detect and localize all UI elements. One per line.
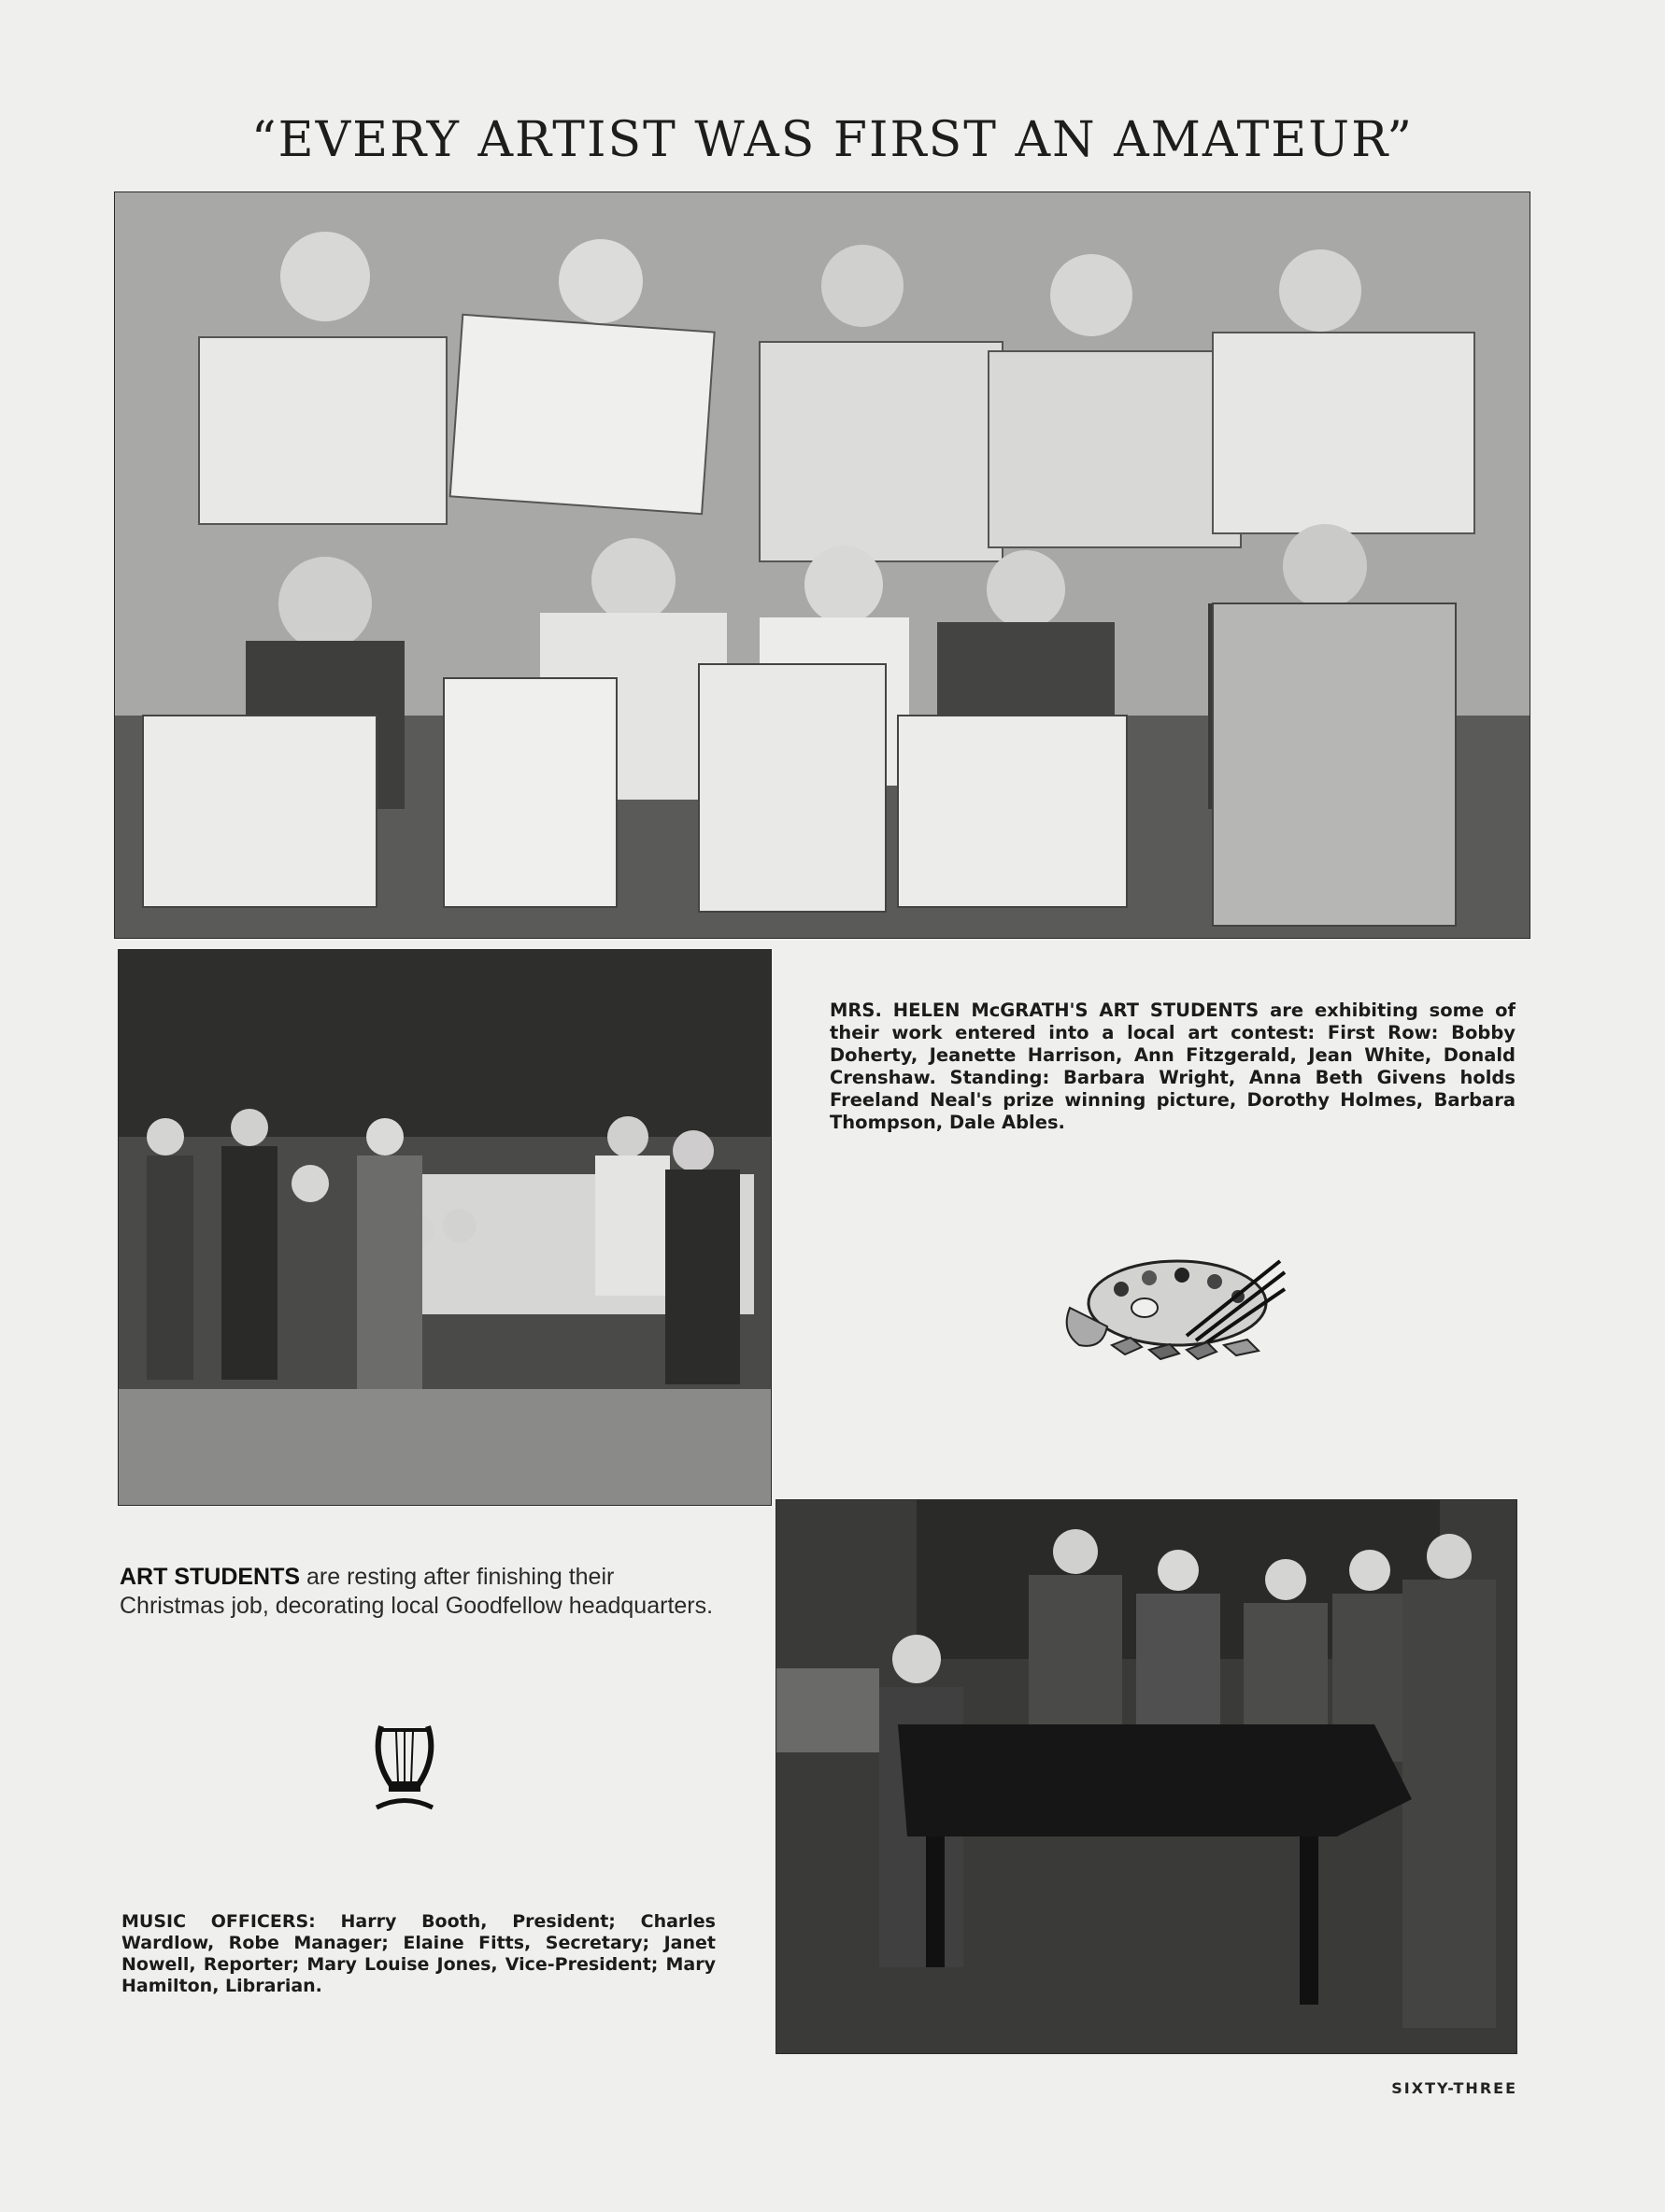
music-officers-caption-body: Harry Booth, President; Charles Wardlow, Robe Manager; Elaine Fitts, Secretary; Janet Nowell, Reporter; Mary Louise Jones, Vice-President; Mary Hamilton, Librarian. (121, 1911, 716, 1996)
music-officers-caption (121, 1911, 716, 1997)
page-title: “EVERY ARTIST WAS FIRST AN AMATEUR” (251, 112, 1414, 168)
lyre-icon (372, 1719, 437, 1817)
palette-icon (1056, 1252, 1289, 1368)
art-students-photo (114, 191, 1530, 939)
art-contest-caption-body: are exhibiting some of their work entered into a local art contest: First Row: Bobby Doherty, Jeanette Harrison, Ann Fitzgerald, Jean White, Donald Crenshaw. Standing: Barbara Wright, Anna Beth Givens holds Freeland Neal's prize winning picture, Dorothy Holmes, Barbara Thompson, Dale Ables. (830, 1000, 1516, 1133)
art-resting-caption-body: are resting after finishing their Christmas job, decorating local Goodfellow headquarters. (120, 1564, 714, 1619)
art-students-resting-photo (118, 949, 772, 1506)
art-contest-caption-lead: MRS. HELEN McGRATH'S ART STUDENTS (830, 1000, 1259, 1021)
art-resting-caption-lead: ART STUDENTS (120, 1564, 301, 1590)
music-officers-photo (776, 1499, 1517, 2054)
art-contest-caption (830, 1000, 1516, 1134)
art-resting-caption (120, 1563, 718, 1621)
page-number: SIXTY-THREE (1391, 2079, 1517, 2097)
music-officers-caption-lead: MUSIC OFFICERS: (121, 1911, 316, 1932)
